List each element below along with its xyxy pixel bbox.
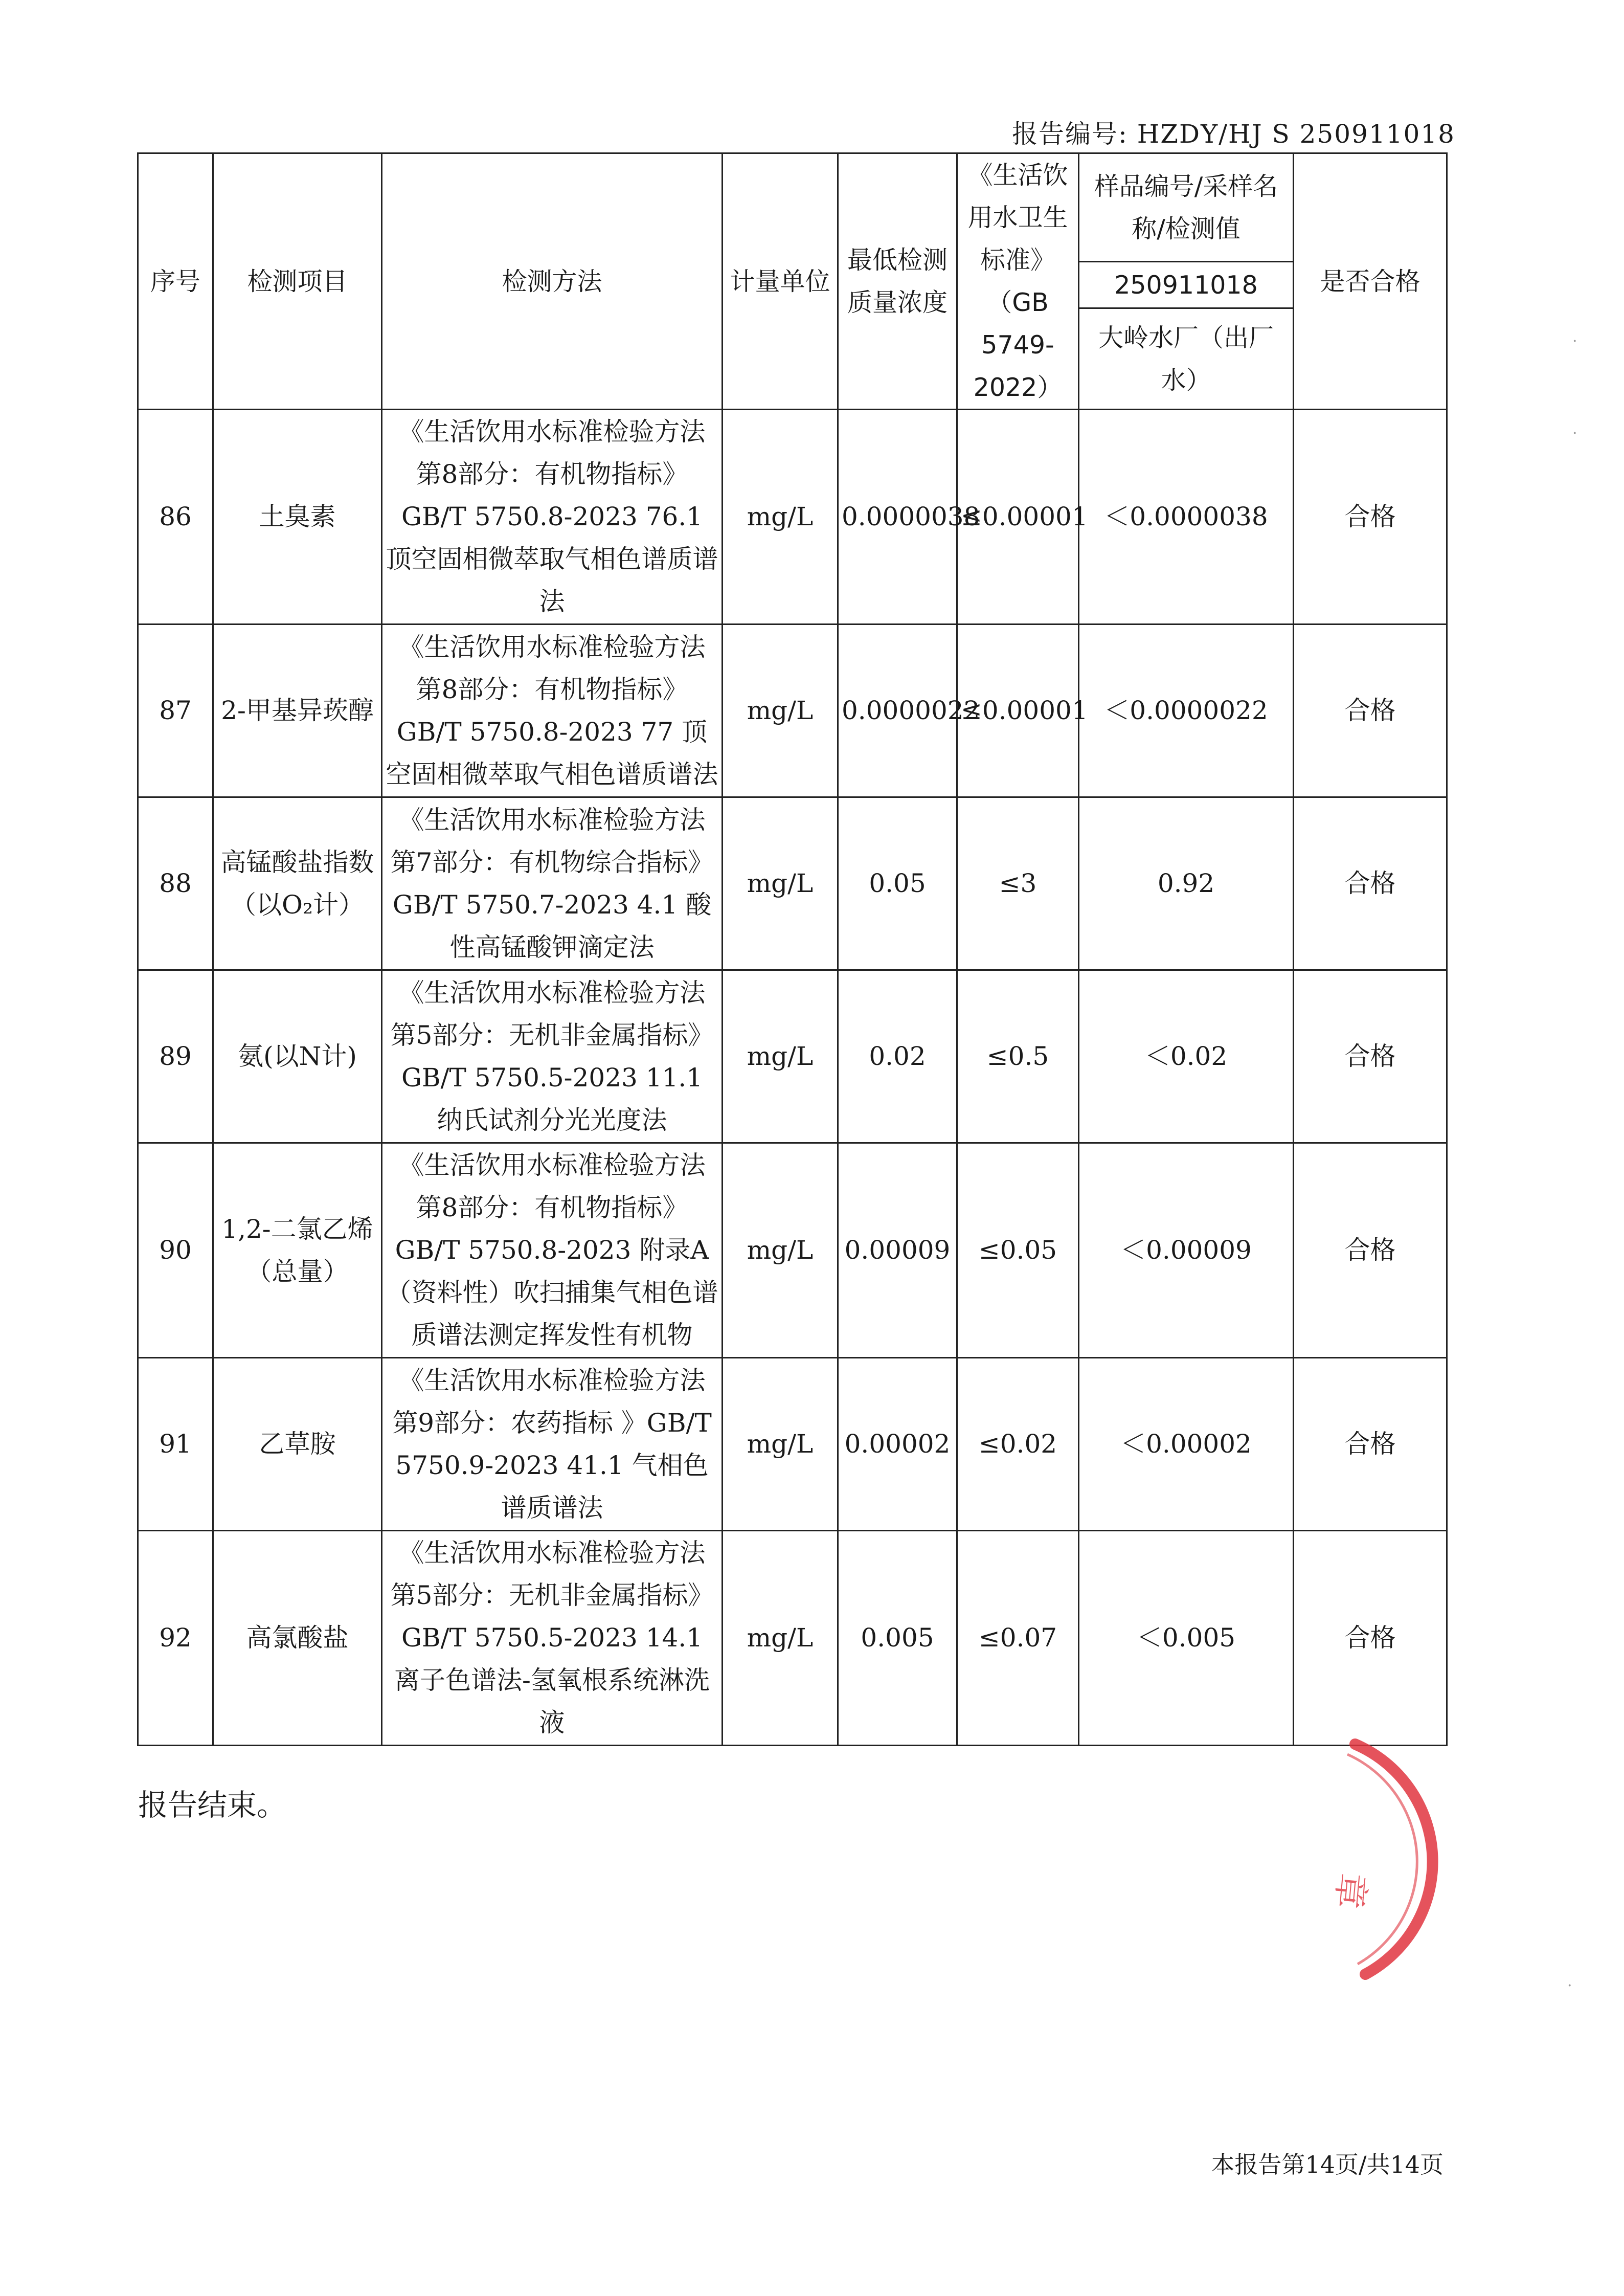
cell-pass: 合格 [1294, 797, 1447, 970]
cell-value: ＜0.0000022 [1079, 625, 1294, 797]
cell-unit: mg/L [723, 410, 838, 625]
cell-item: 土臭素 [213, 410, 382, 625]
table-row [138, 1531, 1447, 1746]
cell-seq: 87 [138, 625, 213, 797]
cell-seq: 88 [138, 797, 213, 970]
cell-pass: 合格 [1294, 410, 1447, 625]
cell-min-conc: 0.0000022 [838, 625, 957, 797]
cell-pass: 合格 [1294, 1143, 1447, 1358]
scan-mark: · [1572, 332, 1577, 350]
cell-standard: ≤0.00001 [957, 410, 1079, 625]
cell-value: ＜0.00009 [1079, 1143, 1294, 1358]
cell-seq: 91 [138, 1358, 213, 1531]
seal-arc [1355, 1744, 1433, 1974]
cell-unit: mg/L [723, 797, 838, 970]
header-item: 检测项目 [213, 153, 382, 410]
cell-method: 《生活饮用水标准检验方法 第8部分：有机物指标》GB/T 5750.8-2023 附录A（资料性）吹扫捕集气相色谱质谱法测定挥发性有机物 [382, 1143, 723, 1358]
header-standard: 《生活饮用水卫生标准》（GB 5749-2022） [957, 153, 1079, 410]
cell-value: ＜0.0000038 [1079, 410, 1294, 625]
cell-method: 《生活饮用水标准检验方法 第8部分：有机物指标》GB/T 5750.8-2023 77 顶空固相微萃取气相色谱质谱法 [382, 625, 723, 797]
cell-pass: 合格 [1294, 1358, 1447, 1531]
cell-item: 氨(以N计) [213, 970, 382, 1143]
cell-unit: mg/L [723, 970, 838, 1143]
cell-method: 《生活饮用水标准检验方法 第9部分：农药指标 》GB/T 5750.9-2023 41.1 气相色谱质谱法 [382, 1358, 723, 1531]
cell-method: 《生活饮用水标准检验方法 第5部分：无机非金属指标》GB/T 5750.5-2023 14.1 离子色谱法-氢氧根系统淋洗液 [382, 1531, 723, 1746]
cell-value: ＜0.005 [1079, 1531, 1294, 1746]
cell-min-conc: 0.05 [838, 797, 957, 970]
cell-min-conc: 0.02 [838, 970, 957, 1143]
cell-pass: 合格 [1294, 970, 1447, 1143]
table-row [138, 625, 1447, 797]
header-method: 检测方法 [382, 153, 723, 410]
header-unit: 计量单位 [723, 153, 838, 410]
scan-mark: · [1572, 425, 1577, 442]
header-pass: 是否合格 [1294, 153, 1447, 410]
cell-unit: mg/L [723, 1143, 838, 1358]
cell-method: 《生活饮用水标准检验方法 第8部分：有机物指标》GB/T 5750.8-2023 76.1 顶空固相微萃取气相色谱质谱法 [382, 410, 723, 625]
cell-item: 1,2-二氯乙烯（总量） [213, 1143, 382, 1358]
cell-standard: ≤3 [957, 797, 1079, 970]
report-number: 报告编号: HZDY/HJ S 250911018 [1011, 119, 1455, 149]
table-row [138, 1358, 1447, 1531]
cell-min-conc: 0.00009 [838, 1143, 957, 1358]
cell-method: 《生活饮用水标准检验方法 第5部分：无机非金属指标》GB/T 5750.5-2023 11.1 纳氏试剂分光光度法 [382, 970, 723, 1143]
table-row [138, 797, 1447, 970]
cell-item: 高氯酸盐 [213, 1531, 382, 1746]
cell-seq: 90 [138, 1143, 213, 1358]
results-table [137, 152, 1448, 1746]
cell-value: ＜0.00002 [1079, 1358, 1294, 1531]
cell-method: 《生活饮用水标准检验方法 第7部分：有机物综合指标》GB/T 5750.7-2023 4.1 酸性高锰酸钾滴定法 [382, 797, 723, 970]
cell-item: 乙草胺 [213, 1358, 382, 1531]
cell-seq: 89 [138, 970, 213, 1143]
table-row [138, 410, 1447, 625]
cell-standard: ≤0.05 [957, 1143, 1079, 1358]
table-row [138, 1143, 1447, 1358]
cell-item: 2-甲基异莰醇 [213, 625, 382, 797]
cell-pass: 合格 [1294, 1531, 1447, 1746]
cell-seq: 92 [138, 1531, 213, 1746]
scan-mark: · [1567, 1977, 1572, 1995]
cell-item: 高锰酸盐指数（以O₂计） [213, 797, 382, 970]
cell-pass: 合格 [1294, 625, 1447, 797]
header-min-conc: 最低检测质量浓度 [838, 153, 957, 410]
cell-unit: mg/L [723, 1531, 838, 1746]
cell-value: ＜0.02 [1079, 970, 1294, 1143]
cell-min-conc: 0.005 [838, 1531, 957, 1746]
cell-unit: mg/L [723, 625, 838, 797]
table-row [138, 970, 1447, 1143]
header-sample-group: 样品编号/采样名称/检测值 [1079, 153, 1294, 262]
cell-standard: ≤0.07 [957, 1531, 1079, 1746]
cell-unit: mg/L [723, 1358, 838, 1531]
header-sample-name: 大岭水厂（出厂水） [1079, 308, 1294, 410]
seal-text: 章 [1327, 1871, 1373, 1911]
cell-standard: ≤0.5 [957, 970, 1079, 1143]
cell-min-conc: 0.0000038 [838, 410, 957, 625]
cell-seq: 86 [138, 410, 213, 625]
page-number: 本报告第14页/共14页 [1211, 2151, 1443, 2178]
header-seq: 序号 [138, 153, 213, 410]
cell-standard: ≤0.00001 [957, 625, 1079, 797]
cell-standard: ≤0.02 [957, 1358, 1079, 1531]
report-end-note: 报告结束。 [138, 1788, 287, 1822]
header-sample-id: 250911018 [1079, 262, 1294, 308]
cell-value: 0.92 [1079, 797, 1294, 970]
cell-min-conc: 0.00002 [838, 1358, 957, 1531]
official-seal-stamp [1309, 1734, 1524, 1985]
